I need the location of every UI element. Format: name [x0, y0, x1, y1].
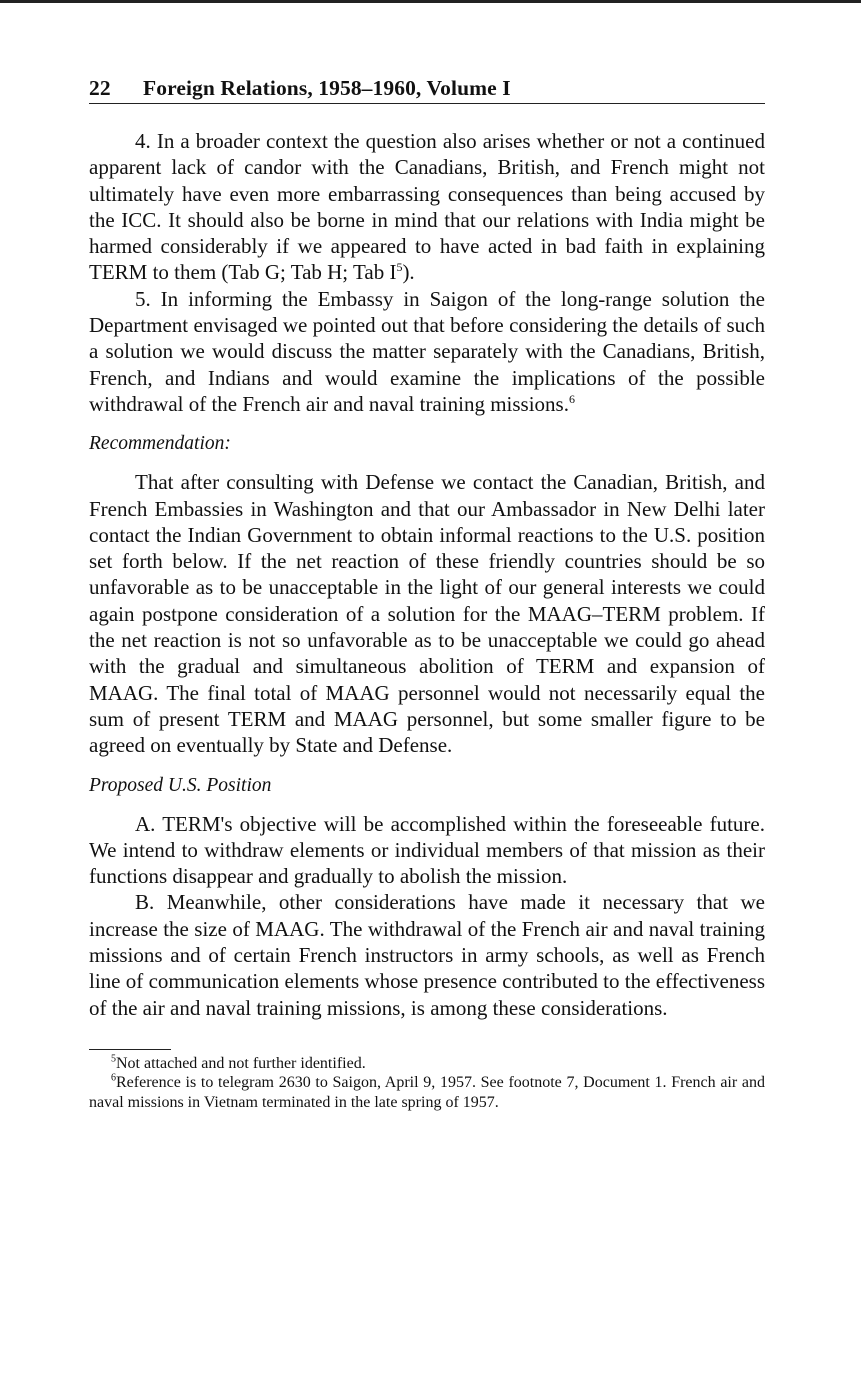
footnote-5: $^5$Not attached and not further identified. — [111, 1053, 366, 1072]
footnote-ref-5[interactable]: 5 — [396, 260, 403, 275]
position-paragraph-a: A. TERM's objective will be accomplished within the foreseeable future. We intend to withdraw elements or individual members of that mission as their functions disappear and gradually to abolish the mission. — [89, 811, 765, 889]
top-border-rule — [0, 0, 861, 3]
paragraph-5: 5. In informing the Embassy in Saigon of the long-range solution the Department envisaged we pointed out that before considering the details of such a solution we would discuss the matter separately with the Canadians, British, French, and Indians and would examine the implications of the possible withdrawal of the French air and naval training missions.$^6$ — [89, 286, 765, 416]
position-paragraph-b: B. Meanwhile, other considerations have made it necessary that we increase the size of MAAG. The withdrawal of the French air and naval training missions and of certain French instructors in army schools, as well as French line of communication elements whose presence contributed to the effectiveness of the air and naval training missions, is among these considerations. — [89, 890, 765, 1020]
footnote-ref-6[interactable]: 6 — [568, 391, 575, 406]
document-page — [89, 76, 765, 1112]
running-title: Foreign Relations, 1958–1960, Volume I — [143, 76, 511, 100]
page-number: 22 — [89, 76, 111, 100]
footnote-6: $^6$Reference is to telegram 2630 to Saigon, April 9, 1957. See footnote 7, Document 1. French air and naval missions in Vietnam terminated in the late spring of 1957. — [89, 1073, 765, 1111]
recommendation-paragraph: That after consulting with Defense we contact the Canadian, British, and French Embassies in Washington and that our Ambassador in New Delhi later contact the Indian Government to obtain informal reactions to the U.S. position set forth below. If the net reaction of these friendly countries should be so unfavorable as to be unacceptable in the light of our general interests we could again postpone consideration of a solution for the MAAG–TERM problem. If the net reaction is not so unfavorable as to be unacceptable we could go ahead with the gradual and simultaneous abolition of TERM and expansion of MAAG. The final total of MAAG personnel would not necessarily equal the sum of present TERM and MAAG personnel, but some smaller figure to be agreed on eventually by State and Defense. — [89, 470, 765, 758]
footnotes — [89, 1054, 765, 1113]
footnote-separator — [89, 1049, 171, 1050]
body-text — [89, 128, 765, 1021]
proposed-position-heading: Proposed U.S. Position — [89, 774, 272, 796]
recommendation-heading: Recommendation: — [89, 433, 231, 455]
running-header — [89, 76, 765, 104]
paragraph-4: 4. In a broader context the question also arises whether or not a continued apparent lack of candor with the Canadians, British, and French might not ultimately have even more embarrassing consequences than being accused by the ICC. It should also be borne in mind that our relations with India might be harmed considerably if we appeared to have acted in bad faith in explaining TERM to them (Tab G; Tab H; Tab $I^5$). — [89, 129, 765, 285]
